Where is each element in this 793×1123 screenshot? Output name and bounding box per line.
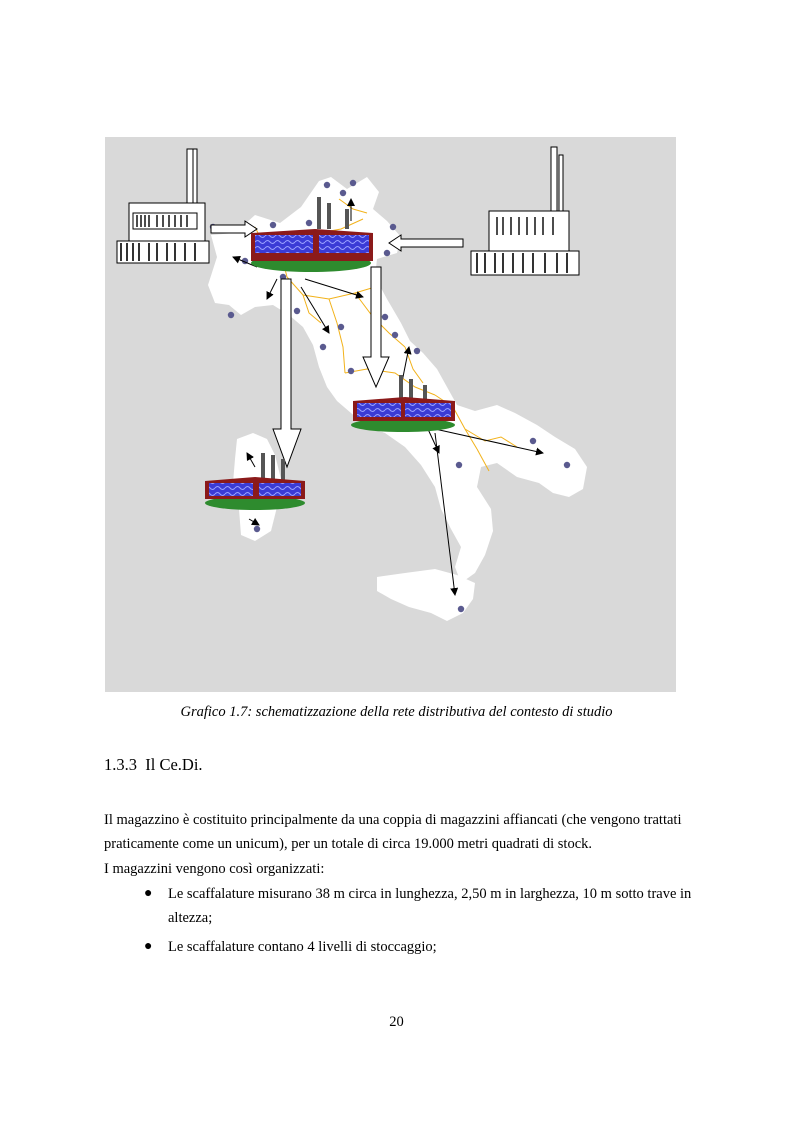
page-number: 20 bbox=[389, 1014, 404, 1030]
italy-map-diagram bbox=[105, 137, 676, 692]
list-item bbox=[104, 882, 696, 930]
paragraph-2: I magazzini vengono così organizzati: bbox=[104, 861, 325, 877]
figure-caption: Grafico 1.7: schematizzazione della rete distributiva del contesto di studio bbox=[180, 704, 613, 720]
list-item-text: Le scaffalature contano 4 livelli di stoccaggio; bbox=[168, 939, 437, 955]
factory-right bbox=[471, 147, 579, 275]
paragraph-1: Il magazzino è costituito principalmente da una coppia di magazzini affiancati (che vengono trattati praticamente come un unicum), per un totale di circa 19.000 metri quadrati di stock. bbox=[104, 812, 682, 852]
factory-left bbox=[117, 149, 209, 263]
list-item bbox=[104, 935, 696, 959]
bullet-list bbox=[104, 882, 696, 964]
distribution-network-figure bbox=[105, 137, 676, 692]
section-title: Il Ce.Di. bbox=[145, 755, 203, 774]
sicily bbox=[377, 569, 475, 621]
section-number: 1.3.3 bbox=[104, 755, 137, 774]
section-heading bbox=[104, 755, 203, 775]
list-item-text: Le scaffalature misurano 38 m circa in lunghezza, 2,50 m in larghezza, 10 m sotto trave in altezza; bbox=[168, 886, 692, 926]
bullet-icon: ● bbox=[144, 886, 153, 901]
bullet-icon: ● bbox=[144, 939, 153, 954]
